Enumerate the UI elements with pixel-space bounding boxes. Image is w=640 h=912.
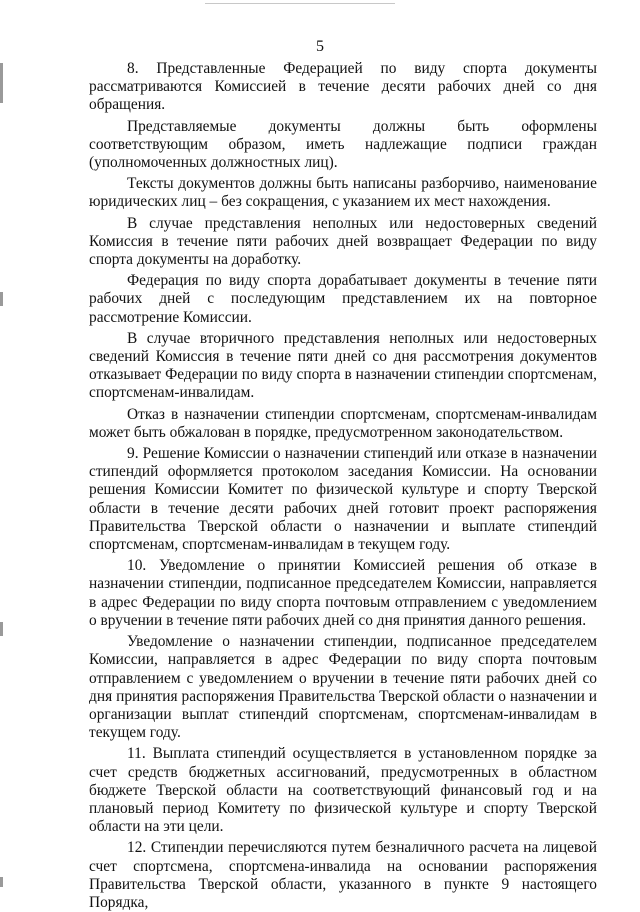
- paragraph-10: 10. Уведомление о принятии Комиссией решения об отказе в назначении стипендии, подписанное председателем Комиссии, направляется в адрес Федерации по виду спорта почтовым отправлением с уведомлением о вручении в течение пяти рабочих дней со дня принятия данного решения.: [89, 557, 597, 629]
- scan-edge-mark: [0, 292, 3, 306]
- paragraph-8: 8. Представленные Федерацией по виду спорта документы рассматриваются Комиссией в течение десяти рабочих дней со дня обращения.: [89, 60, 597, 114]
- scan-edge-mark: [0, 622, 3, 636]
- paragraph: Отказ в назначении стипендии спортсменам, спортсменам-инвалидам может быть обжалован в порядке, предусмотренном законодательством.: [89, 405, 597, 441]
- scan-edge-mark: [0, 63, 3, 103]
- scan-edge-mark: [0, 877, 3, 887]
- page-number: 5: [316, 38, 324, 55]
- document-body: [89, 60, 597, 912]
- paragraph: В случае представления неполных или недостоверных сведений Комиссия в течение пяти рабочих дней возвращает Федерации по виду спорта документы на доработку.: [89, 214, 597, 269]
- paragraph: В случае вторичного представления неполных или недостоверных сведений Комиссия в течение пяти дней со дня рассмотрения документов отказывает Федерации по виду спорта в назначении стипендии спортсменам, спортсменам-инвалидам.: [89, 329, 597, 402]
- paragraph: Представляемые документы должны быть оформлены соответствующим образом, иметь надлежащие подписи граждан (уполномоченных должностных лиц).: [89, 117, 597, 172]
- paragraph-12: 12. Стипендии перечисляются путем безналичного расчета на лицевой счет спортсмена, спортсмена-инвалида на основании распоряжения Правительства Тверской области, указанного в пункте 9 настоящего Порядка,: [89, 839, 597, 911]
- scan-artifact-line: [205, 3, 395, 4]
- paragraph-9: 9. Решение Комиссии о назначении стипендий или отказе в назначении стипендий оформляется протоколом заседания Комиссии. На основании решения Комиссии Комитет по физической культуре и спорту Тверской области в течение десяти рабочих дней готовит проект распоряжения Правительства Тверской области о назначении и выплате стипендий спортсменам, спортсменам-инвалидам в текущем году.: [89, 445, 597, 554]
- paragraph: Федерация по виду спорта дорабатывает документы в течение пяти рабочих дней с последующим представлением их на повторное рассмотрение Комиссии.: [89, 272, 597, 326]
- paragraph: Уведомление о назначении стипендии, подписанное председателем Комиссии, направляется в адрес Федерации по виду спорта почтовым отправлением с уведомлением о вручении в течение пяти рабочих дней со дня принятия распоряжения Правительства Тверской области о назначении и организации выплат стипендий спортсменам, спортсменам-инвалидам в текущем году.: [89, 633, 597, 742]
- paragraph-11: 11. Выплата стипендий осуществляется в установленном порядке за счет средств бюджетных ассигнований, предусмотренных в областном бюджете Тверской области на соответствующий финансовый год и на плановый период Комитету по физической культуре и спорту Тверской области на эти цели.: [89, 745, 597, 836]
- paragraph: Тексты документов должны быть написаны разборчиво, наименование юридических лиц – без сокращения, с указанием их мест нахождения.: [89, 175, 597, 211]
